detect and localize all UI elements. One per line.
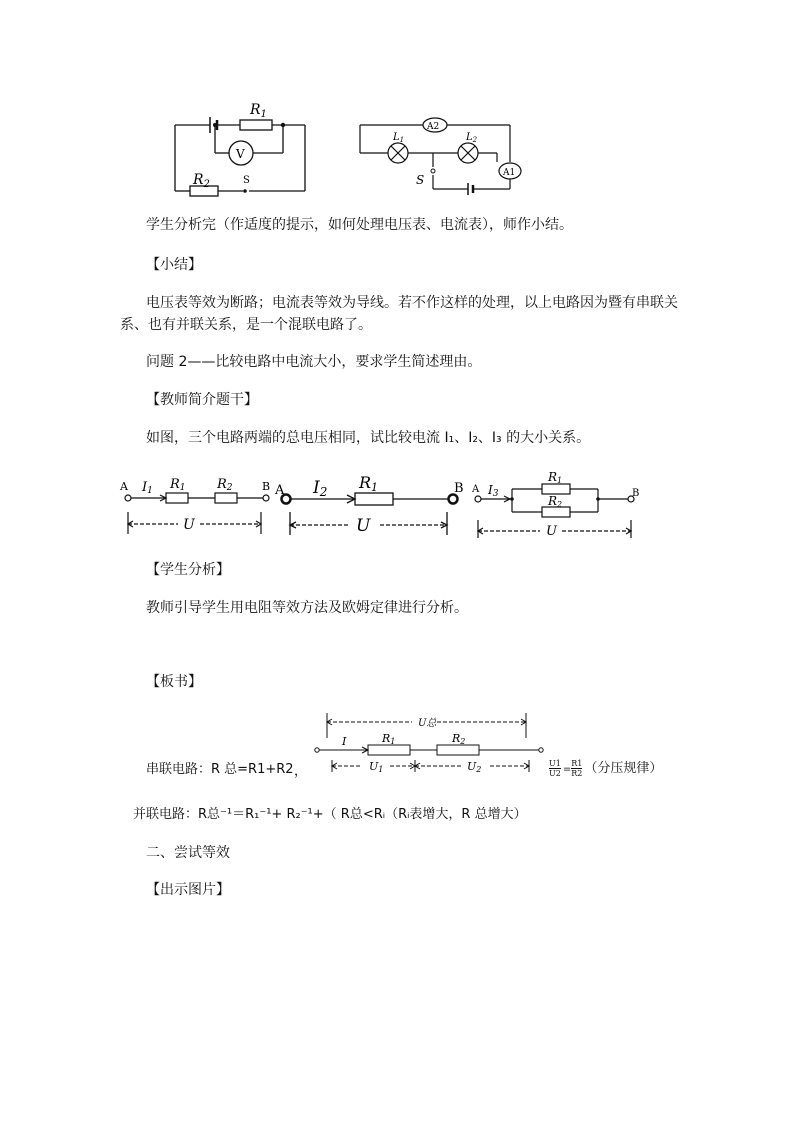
circ2-a-label: A	[275, 483, 285, 498]
heading-student-analysis: 【学生分析】	[146, 562, 230, 578]
fraction-u1-u2: $\frac{U1}{U2}$	[549, 759, 561, 778]
circ2-u-label: U	[356, 516, 371, 536]
fig1-voltmeter-label: V	[236, 147, 245, 161]
circ2-i-label: I2	[313, 478, 328, 499]
circ3-r2-label: R2	[548, 494, 563, 509]
heading-summary: 【小结】	[146, 257, 202, 273]
board-u-total-label: U总	[418, 718, 437, 729]
circ1-b-label: B	[262, 480, 271, 493]
heading-show-picture: 【出示图片】	[146, 882, 230, 898]
heading-teacher-intro: 【教师简介题干】	[146, 392, 258, 408]
board-u1-label: U1	[369, 760, 384, 774]
paragraph-compare-current: 如图，三个电路两端的总电压相同，试比较电流 I₁、I₂、I₃ 的大小关系。	[146, 430, 591, 446]
series-formula: 串联电路：R 总=R1+R2	[146, 762, 294, 777]
fig2-l1-label: $L_1$	[393, 132, 405, 144]
circuit-single-r1	[275, 472, 475, 538]
circuit-parallel-r1-r2	[470, 472, 645, 542]
fig1-r1-label: $R_1$	[250, 102, 267, 120]
circ1-u-label: U	[183, 517, 195, 533]
voltage-divider-rule: $\frac{U1}{U2}$ = $\frac{R1}{R2}$ （分压规律）	[549, 759, 663, 778]
board-r2-label: R2	[452, 732, 466, 746]
circ1-r1-label: R1	[170, 477, 186, 493]
circuit-series-r1-r2	[118, 472, 278, 538]
board-u2-label: U2	[467, 760, 482, 774]
paragraph-summary-line2: 系、也有并联关系，是一个混联电路了。	[120, 317, 372, 333]
parallel-formula: 并联电路：R总⁻¹＝R₁⁻¹+ R₂⁻¹+（ R总<Rᵢ（Rᵢ表增大，R 总增大）	[133, 807, 527, 822]
paragraph-analysis: 学生分析完（作适度的提示，如何处理电压表、电流表），师作小结。	[146, 217, 573, 233]
circ3-i-label: I3	[488, 483, 499, 499]
fig2-a1-label: A1	[503, 168, 516, 178]
circ2-r1-label: R1	[359, 473, 379, 494]
paragraph-equivalent-method: 教师引导学生用电阻等效方法及欧姆定律进行分析。	[146, 600, 468, 616]
fig2-a2-label: A2	[427, 122, 440, 132]
fig2-l2-label: $L_2$	[466, 132, 478, 144]
paragraph-summary-line1: 电压表等效为断路；电流表等效为导线。若不作这样的处理，以上电路因为暨有串联关	[146, 295, 678, 311]
heading-board: 【板书】	[146, 674, 202, 690]
board-i-label: I	[342, 735, 347, 748]
circ1-a-label: A	[120, 480, 128, 493]
paragraph-question2: 问题 2——比较电路中电流大小，要求学生简述理由。	[146, 354, 482, 370]
series-comma: ，	[294, 764, 308, 779]
circ2-b-label: B	[454, 481, 464, 496]
board-series-circuit	[312, 710, 544, 780]
fig1-switch-label: S	[243, 175, 250, 186]
fig1-r2-label: $R_2$	[193, 172, 210, 190]
circ3-a-label: A	[472, 484, 480, 495]
fraction-r1-r2: $\frac{R1}{R2}$	[571, 759, 583, 778]
circuit-figure-voltmeter	[165, 95, 315, 195]
circ3-u-label: U	[546, 524, 557, 539]
fig2-switch-label: S	[416, 173, 425, 187]
heading-section-try-equivalent: 二、尝试等效	[146, 845, 230, 861]
circ3-r1-label: R1	[548, 470, 563, 485]
circuit-figure-ammeters	[355, 112, 525, 197]
board-r1-label: R1	[382, 732, 396, 746]
circ1-r2-label: R2	[217, 477, 233, 493]
circ3-b-label: B	[632, 488, 640, 499]
circ1-i-label: I1	[142, 480, 153, 496]
